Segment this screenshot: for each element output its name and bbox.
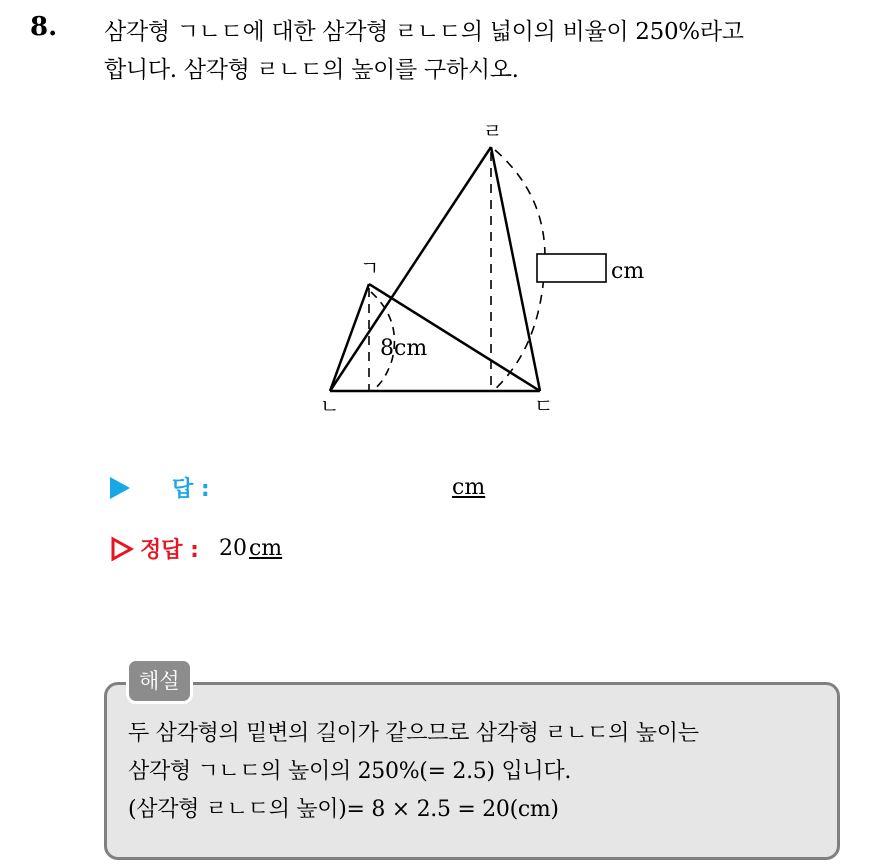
question-line-1: 삼각형 ㄱㄴㄷ에 대한 삼각형 ㄹㄴㄷ의 넓이의 비율이 250%라고 bbox=[104, 19, 744, 45]
answer-play-icon bbox=[110, 477, 130, 499]
explanation-line-3: (삼각형 ㄹㄴㄷ의 높이)= 8 × 2.5 = 20(cm) bbox=[128, 797, 559, 822]
correct-unit: cm bbox=[248, 536, 283, 561]
correct-label: 정답 : bbox=[140, 538, 199, 563]
explanation-text bbox=[128, 715, 828, 829]
question-number: 8. bbox=[30, 12, 58, 42]
side-g-n bbox=[330, 284, 369, 391]
answer-unit: cm bbox=[452, 475, 486, 500]
answer-label: 답 : bbox=[172, 477, 210, 502]
label-d: ㄷ bbox=[534, 394, 554, 418]
explanation-tag: 해설 bbox=[126, 658, 193, 704]
blank-unit: cm bbox=[611, 259, 645, 284]
label-r: ㄹ bbox=[483, 119, 503, 143]
correct-play-outline-icon bbox=[110, 536, 134, 562]
question-line-2: 합니다. 삼각형 ㄹㄴㄷ의 높이를 구하시오. bbox=[104, 57, 519, 83]
correct-value: 20 bbox=[218, 536, 247, 561]
side-r-d bbox=[491, 147, 540, 391]
label-n: ㄴ bbox=[320, 394, 340, 418]
label-g: ㄱ bbox=[360, 256, 380, 280]
correct-answer-row bbox=[110, 533, 282, 564]
answer-row bbox=[110, 472, 210, 503]
height-label-8cm: 8cm bbox=[380, 336, 428, 361]
answer-blank-box bbox=[537, 254, 606, 282]
explanation-line-2: 삼각형 ㄱㄴㄷ의 높이의 250%(= 2.5) 입니다. bbox=[128, 759, 572, 784]
explanation-line-1: 두 삼각형의 밑변의 길이가 같으므로 삼각형 ㄹㄴㄷ의 높이는 bbox=[128, 721, 699, 746]
